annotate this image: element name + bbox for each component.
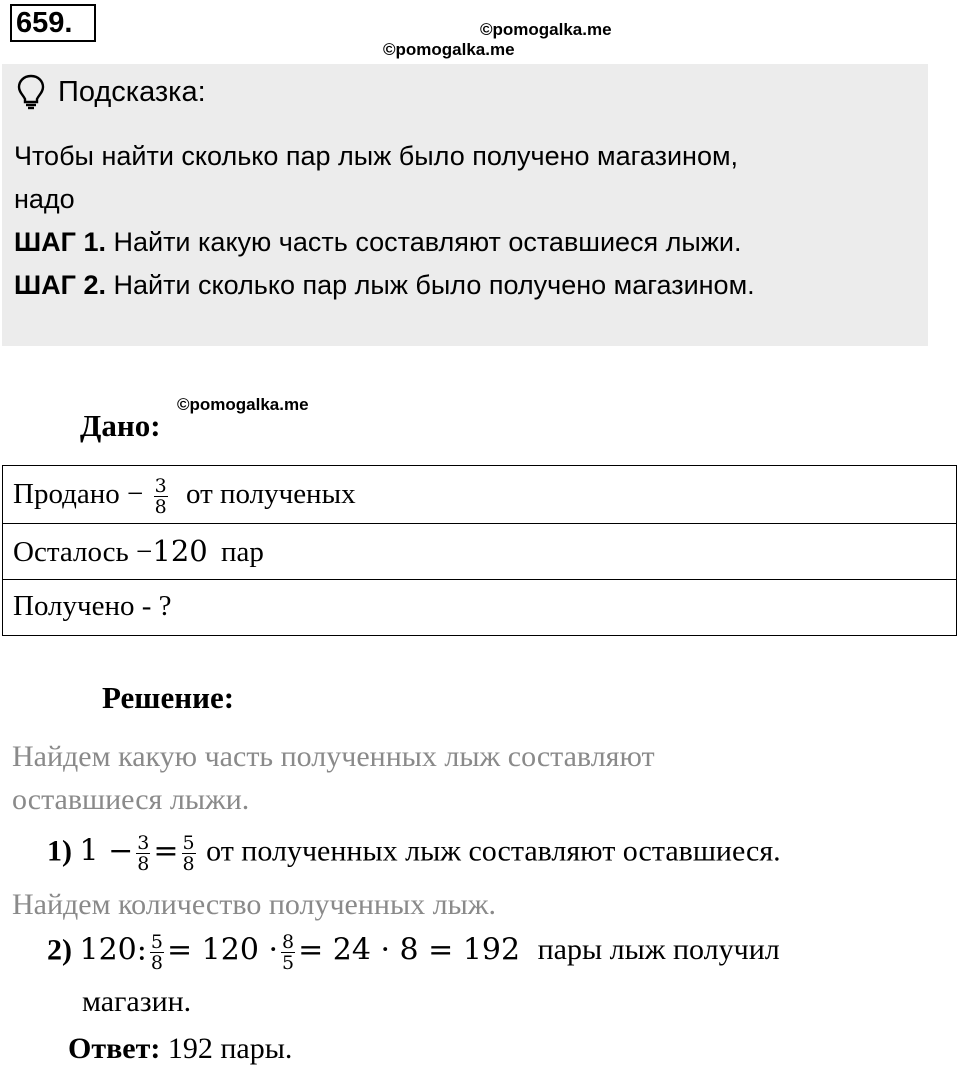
hint-step-1 [14, 227, 741, 258]
math-expression: = 24 · 8 = 192 [298, 932, 521, 968]
numerator: 8 [281, 931, 295, 953]
watermark: ©pomogalka.me [480, 20, 612, 39]
denominator: 8 [182, 853, 195, 875]
hint-text: Чтобы найти сколько пар лыж было получено магазином, [14, 141, 739, 171]
step-label: ШАГ 1. [14, 227, 106, 257]
fraction [150, 932, 164, 973]
step-label: ШАГ 2. [14, 270, 106, 300]
given-label: Осталось − [13, 536, 153, 568]
step-text: Найти какую часть составляют оставшиеся лыжи. [105, 227, 742, 257]
solution-step-1 [47, 833, 781, 874]
answer-text: 192 пары. [160, 1032, 293, 1065]
answer-label: Ответ: [68, 1032, 161, 1065]
answer [68, 1032, 292, 1066]
numerator: 5 [182, 832, 195, 854]
hint-text: надо [14, 184, 75, 214]
given-text: от полученых [185, 478, 356, 511]
given-cell [13, 476, 356, 517]
step-text: магазин. [82, 985, 192, 1018]
step-text: от полученных лыж составляют оставшиеся. [206, 834, 781, 868]
denominator: 5 [281, 952, 295, 974]
given-cell [13, 534, 264, 569]
math-expression: 1 − [79, 833, 134, 869]
given-value: 120 [152, 534, 208, 568]
given-row [3, 523, 956, 579]
numerator: 3 [154, 475, 167, 497]
step-marker: 1) [47, 834, 72, 868]
math-expression: 120: [79, 932, 147, 968]
hint-title: Подсказка: [58, 76, 206, 108]
hint-step-2 [14, 270, 755, 301]
watermark: ©pomogalka.me [383, 40, 515, 59]
step-text: Найти сколько пар лыж было получено магазином. [105, 270, 755, 300]
problem-number: 659. [10, 4, 96, 42]
given-unit: пар [220, 536, 264, 568]
solution-heading: Решение: [102, 680, 235, 715]
fraction [136, 833, 150, 874]
fraction [154, 476, 168, 517]
given-row [3, 466, 956, 523]
explanation-text: Найдем какую часть полученных лыж составляют [12, 740, 655, 773]
denominator: 8 [154, 496, 167, 518]
given-heading: Дано: [80, 408, 161, 443]
numerator: 3 [137, 832, 150, 854]
math-expression: = [153, 833, 179, 869]
step-marker: 2) [47, 933, 72, 967]
step-text: пары лыж получил [537, 933, 780, 967]
given-cell: Получено - ? [13, 590, 172, 622]
denominator: 8 [150, 952, 163, 974]
denominator: 8 [137, 853, 150, 875]
explanation-text: оставшиеся лыжи. [12, 783, 250, 816]
given-label: Продано − [13, 478, 144, 511]
given-table [2, 465, 957, 636]
fraction [281, 932, 295, 973]
given-row [3, 579, 956, 635]
watermark: ©pomogalka.me [177, 395, 309, 414]
lightbulb-icon [16, 74, 46, 110]
fraction [182, 833, 196, 874]
explanation-text: Найдем количество полученных лыж. [12, 888, 496, 921]
math-expression: = 120 · [166, 932, 278, 968]
numerator: 5 [150, 931, 163, 953]
solution-step-2 [47, 932, 780, 973]
